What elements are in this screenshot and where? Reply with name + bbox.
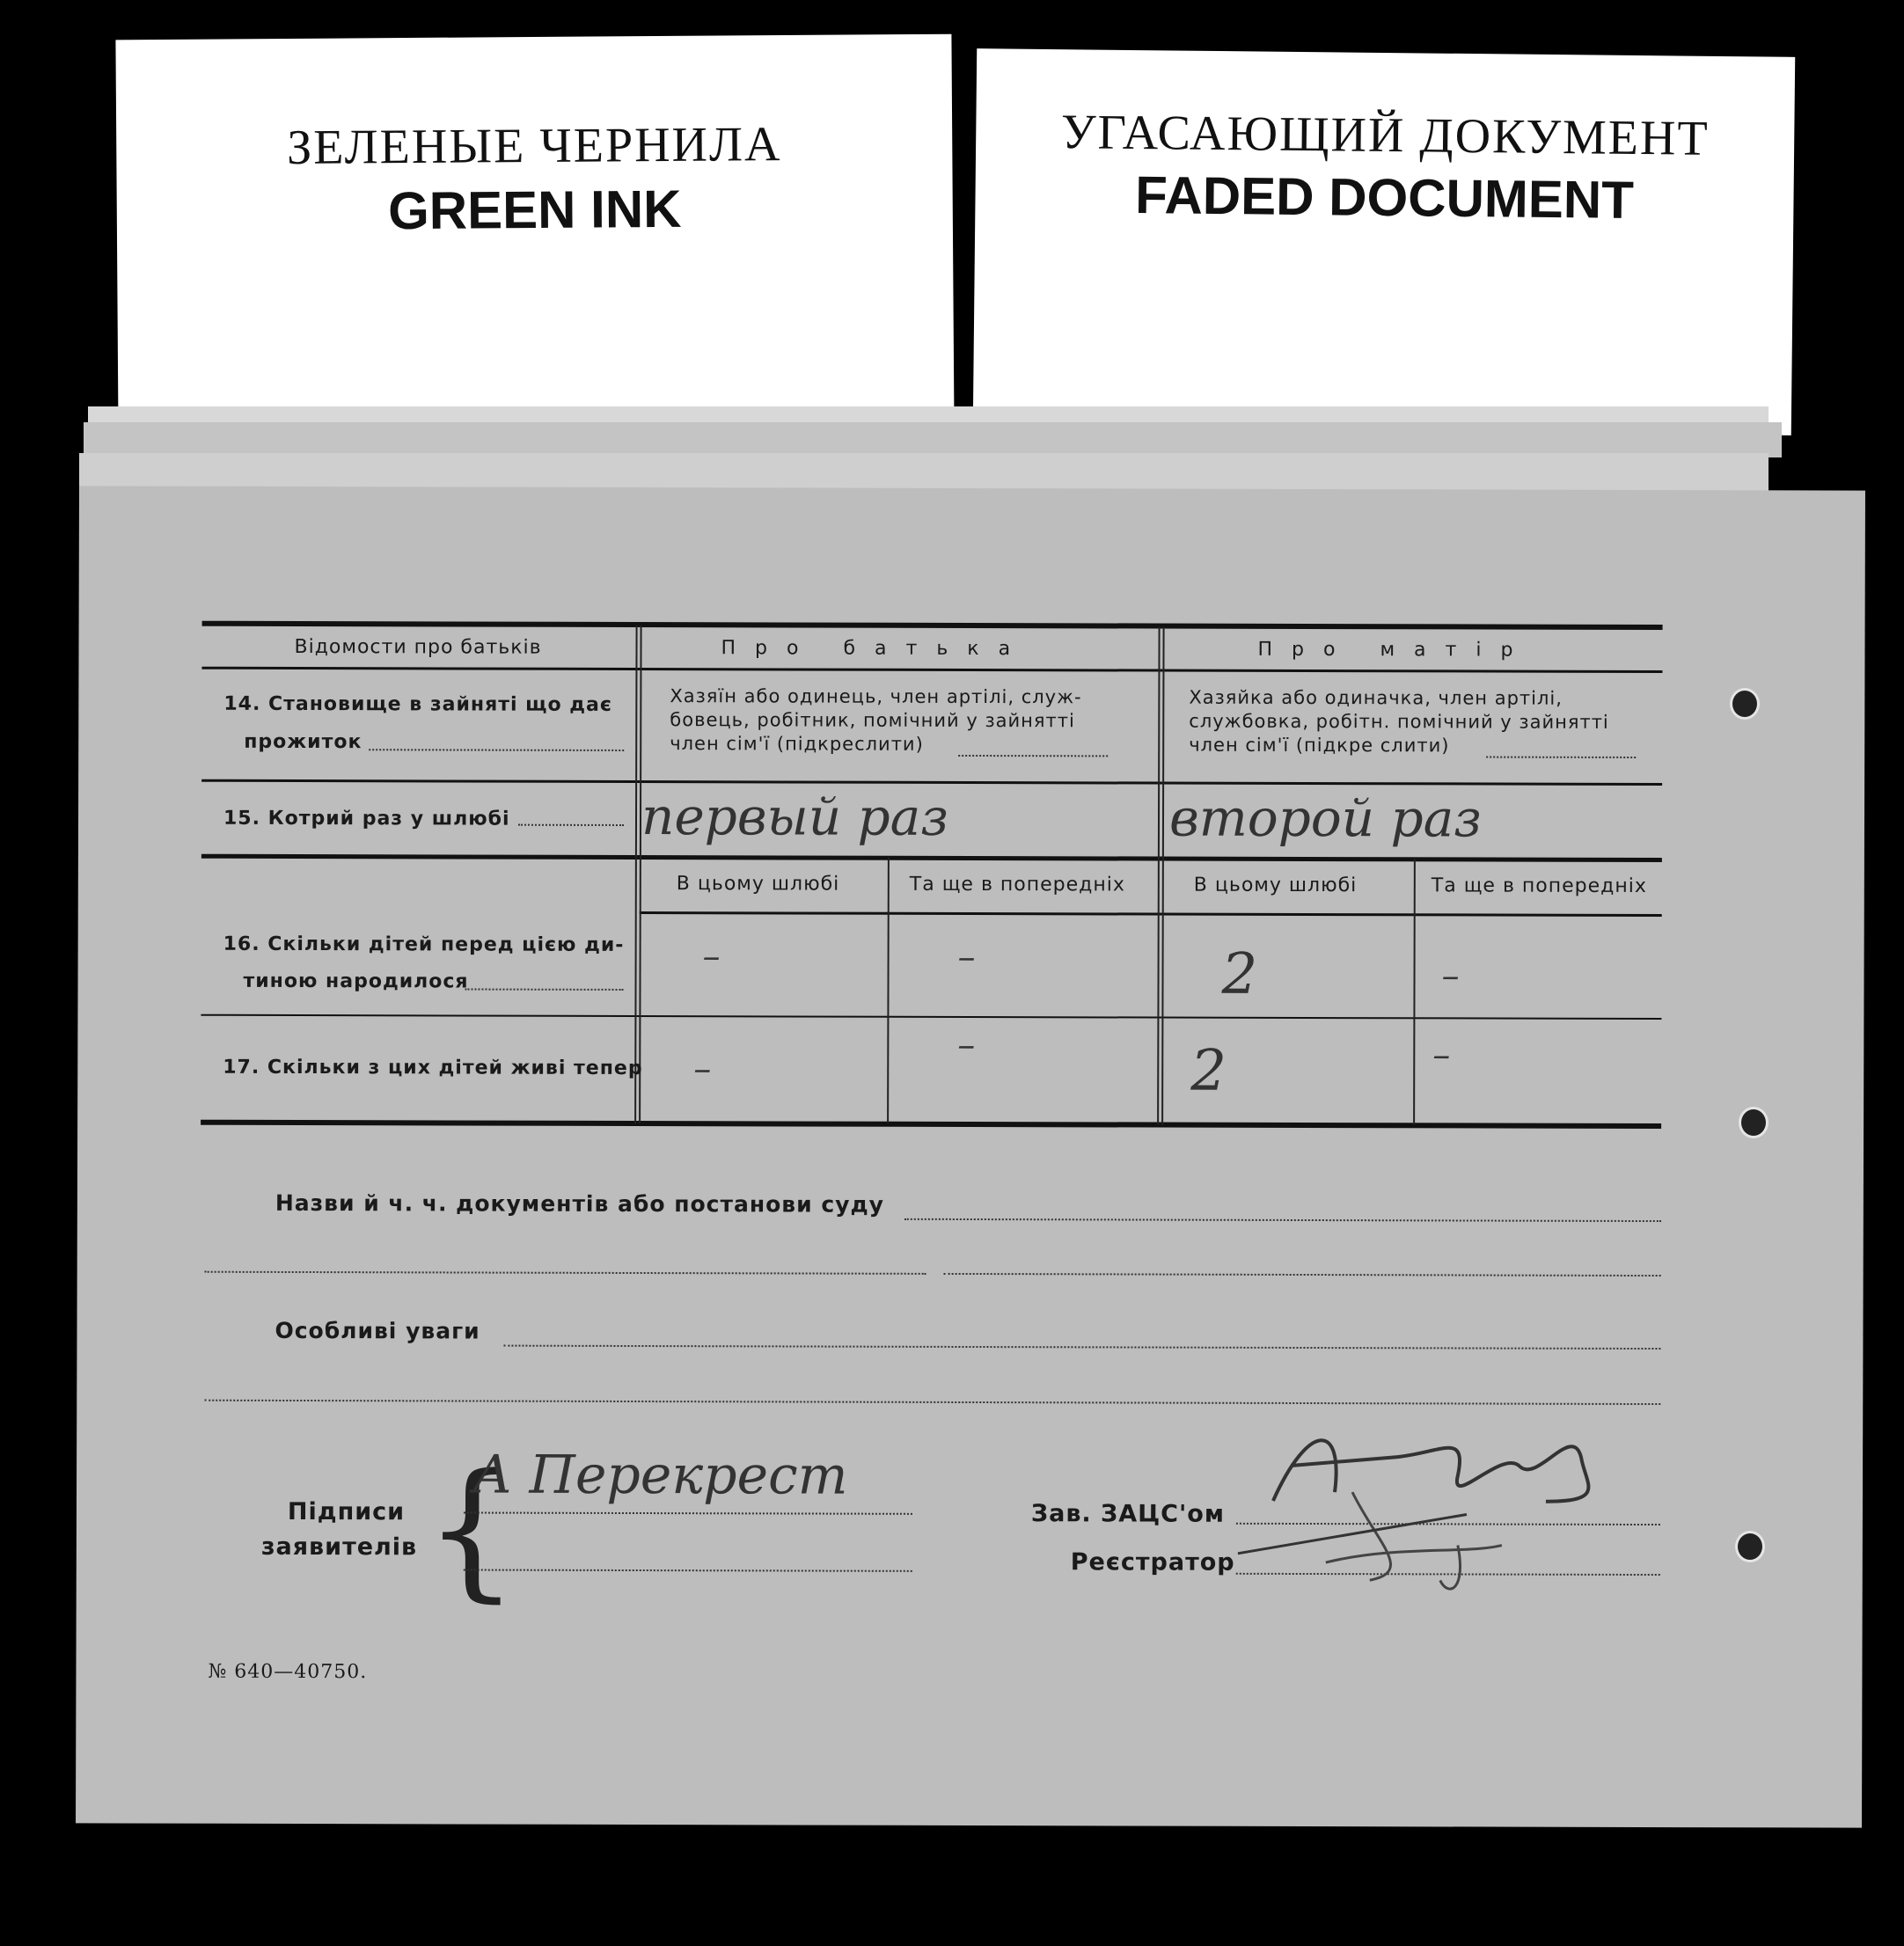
row14-label-line2: прожиток — [244, 730, 362, 754]
official-signature-drawing — [1238, 1369, 1661, 1598]
table-rule — [640, 911, 1662, 917]
header-about-father: Про батька — [721, 637, 1030, 661]
header-parents-info: Відомости про батьків — [294, 635, 542, 659]
row17-value-father-this: – — [693, 1049, 712, 1090]
table-top-border — [202, 621, 1663, 630]
column-divider — [634, 626, 637, 1123]
green-ink-label-en: GREEN INK — [387, 179, 682, 241]
subheader-mother-previous: Та ще в попередніх — [1431, 874, 1647, 898]
faded-label-ru: УГАСАЮЩИЙ ДОКУМЕНТ — [1060, 105, 1710, 166]
signatures-label-line2: заявителів — [260, 1533, 418, 1562]
notes-label: Особливі уваги — [275, 1317, 480, 1344]
binder-hole — [1735, 1531, 1765, 1562]
row16-value-mother-this: 2 — [1221, 941, 1258, 1007]
binder-hole — [1739, 1107, 1769, 1138]
registrar-label: Реєстратор — [1070, 1548, 1235, 1577]
leader-dots — [1486, 757, 1636, 758]
signature-line — [464, 1569, 912, 1571]
table-rule — [201, 667, 1662, 673]
subheader-father-this-marriage: В цьому шлюбі — [676, 873, 840, 896]
table-rule — [201, 779, 1662, 786]
row17-value-mother-previous: – — [1432, 1035, 1451, 1076]
row15-father-handwritten: первый раз — [641, 786, 949, 847]
row14-mother-line2: службовка, робітн. помічний у зайнятті — [1189, 710, 1609, 733]
column-divider — [1161, 627, 1164, 1125]
signatures-brace: { — [423, 1442, 520, 1617]
row14-father-line1: Хазяїн або одинець, член артілі, служ- — [670, 685, 1082, 708]
documents-label: Назви й ч. ч. документів або постанови суду — [275, 1189, 885, 1218]
subheader-father-previous: Та ще в попередніх — [909, 873, 1125, 896]
column-divider — [1157, 627, 1160, 1125]
leader-dots — [465, 988, 623, 990]
leader-dots — [958, 755, 1108, 757]
row14-mother-line3: член сім'ї (підкре слити) — [1189, 734, 1450, 757]
applicant-signature: А Перекрест — [472, 1444, 848, 1507]
documents-field-line — [205, 1271, 926, 1275]
row17-value-father-previous: – — [957, 1024, 976, 1066]
registration-form-sheet — [76, 486, 1865, 1827]
documents-field-line — [944, 1273, 1661, 1277]
row16-value-mother-previous: – — [1441, 955, 1460, 997]
row16-label-line2: тиною народилося — [243, 969, 469, 993]
row16-label-line1: 16. Скільки дітей перед цією ди- — [223, 933, 625, 956]
row17-label: 17. Скільки з цих дітей живі тепер — [223, 1056, 643, 1080]
stack-edge — [84, 422, 1782, 457]
leader-dots — [518, 824, 624, 826]
binder-hole — [1730, 688, 1760, 720]
table-rule — [201, 1014, 1661, 1020]
row16-value-father-this: – — [702, 936, 721, 977]
row14-label-line1: 14. Становище в зайняті що дає — [223, 692, 612, 716]
leader-dots — [369, 749, 624, 751]
green-ink-card — [115, 34, 954, 441]
column-divider — [639, 626, 641, 1123]
documents-field-line — [904, 1218, 1661, 1222]
signature-line — [464, 1511, 912, 1514]
head-of-registry-label: Зав. ЗАЦС'ом — [1030, 1500, 1225, 1528]
green-ink-label-ru: ЗЕЛЕНЫЕ ЧЕРНИЛА — [286, 117, 782, 175]
row14-mother-line1: Хазяйка або одиначка, член артілі, — [1189, 686, 1563, 709]
form-number: № 640—40750. — [208, 1660, 368, 1684]
header-about-mother: Про матір — [1257, 638, 1533, 662]
row17-value-mother-this: 2 — [1190, 1038, 1227, 1104]
row14-father-line3: член сім'ї (підкреслити) — [670, 733, 924, 755]
row16-value-father-previous: – — [957, 936, 976, 978]
table-bottom-border — [201, 1120, 1661, 1129]
column-divider — [1413, 859, 1416, 1124]
table-rule — [201, 854, 1662, 862]
row15-mother-handwritten: второй раз — [1168, 787, 1482, 849]
row14-father-line2: бовець, робітник, помічний у зайнятті — [670, 709, 1075, 732]
column-divider — [887, 858, 890, 1123]
subheader-mother-this-marriage: В цьому шлюбі — [1193, 874, 1358, 897]
faded-label-en: FADED DOCUMENT — [1134, 165, 1635, 230]
faded-document-card — [973, 48, 1795, 435]
notes-field-line — [503, 1345, 1660, 1350]
signatures-label-line1: Підписи — [287, 1497, 406, 1526]
row15-label: 15. Котрий раз у шлюбі — [223, 807, 510, 830]
